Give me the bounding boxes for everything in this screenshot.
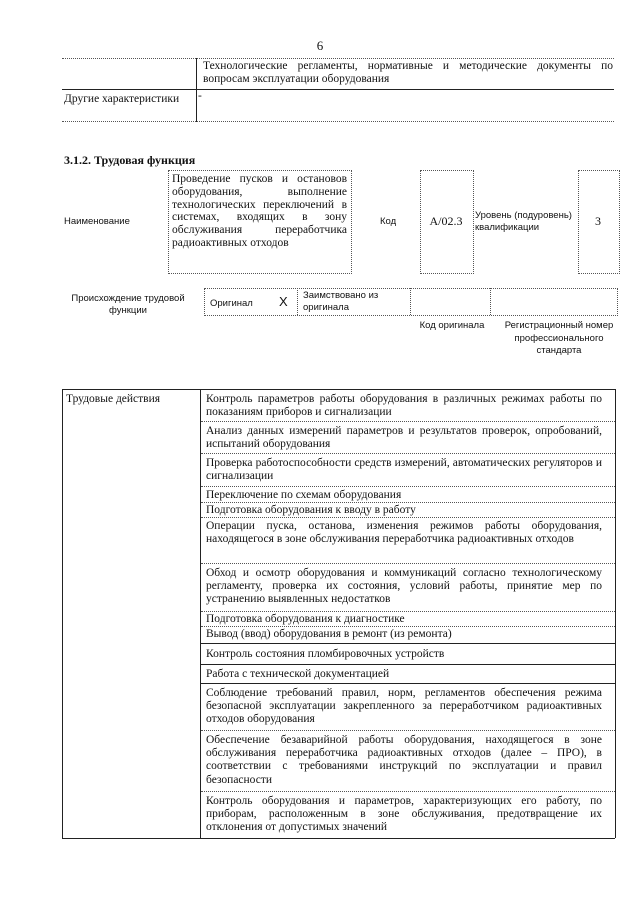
actions-table-top — [62, 389, 615, 390]
origin-divider — [410, 288, 411, 315]
function-name-value: Проведение пусков и остановов оборудования, выполнение технологических переключений в системах, входящих в зону обслуживания переработчика радиоактивных отходов — [172, 173, 347, 249]
action-item: Вывод (ввод) оборудования в ремонт (из ремонта) — [206, 628, 452, 640]
origin-box — [204, 288, 618, 316]
code-value: А/02.3 — [429, 214, 463, 228]
row-separator — [201, 683, 615, 684]
row-separator — [201, 791, 615, 792]
action-item: Соблюдение требований правил, норм, регламентов обеспечения режима безопасной эксплуатации закрепленного за переработчиком радиоактивных отходов оборудования — [206, 687, 602, 726]
row-separator — [201, 486, 615, 487]
origin-label: Происхождение трудовой функции — [71, 293, 185, 316]
action-item: Подготовка оборудования к диагностике — [206, 613, 405, 625]
code-label: Код — [380, 216, 397, 227]
documents-cell: Технологические регламенты, нормативные и методические документы по вопросам эксплуатации оборудования — [203, 60, 613, 85]
table-row-divider — [62, 89, 614, 90]
row-separator — [201, 421, 615, 422]
actions-table-left — [62, 389, 63, 838]
actions-table-bottom — [62, 838, 615, 839]
row-separator — [201, 611, 615, 612]
row-separator — [201, 563, 615, 564]
actions-label: Трудовые действия — [66, 393, 161, 405]
original-code-caption: Код оригинала — [419, 320, 485, 331]
original-option: Оригинал — [210, 298, 253, 309]
origin-divider — [490, 288, 491, 315]
table-bottom-border — [62, 121, 614, 122]
other-characteristics-value: - — [198, 90, 202, 102]
borrowed-option: Заимствовано из оригинала — [303, 290, 379, 313]
action-item: Операции пуска, останова, изменения режимов работы оборудования, находящегося в зоне обслуживания переработчика радиоактивных отходов — [206, 520, 602, 546]
other-characteristics-label: Другие характеристики — [64, 93, 180, 105]
action-item: Обеспечение безаварийной работы оборудования, находящегося в зоне обслуживания переработчика радиоактивных отходов (далее – ПРО), в соответствии с требованиями инструкций по эксплуатации и правил безопасности — [206, 734, 602, 786]
action-item: Контроль оборудования и параметров, характеризующих его работу, по приборам, расположенным в зоне обслуживания, предотвращение их отклонения от допустимых значений — [206, 795, 602, 834]
reg-number-caption: Регистрационный номер профессионального стандарта — [504, 320, 614, 356]
row-separator — [201, 643, 615, 644]
original-checkmark: X — [279, 294, 288, 309]
name-label: Наименование — [64, 216, 130, 227]
row-separator — [201, 664, 615, 665]
action-item: Работа с технической документацией — [206, 668, 390, 680]
actions-table-divider — [200, 389, 201, 838]
action-item: Переключение по схемам оборудования — [206, 489, 402, 501]
action-item: Анализ данных измерений параметров и результатов проверок, опробований, испытаний оборудования — [206, 425, 602, 451]
action-item: Подготовка оборудования к вводу в работу — [206, 504, 416, 516]
table-top-border — [62, 58, 614, 59]
actions-table-right — [615, 389, 616, 838]
row-separator — [201, 453, 615, 454]
qualification-level-label: Уровень (подуровень) квалификации — [475, 210, 572, 233]
origin-divider — [297, 288, 298, 315]
action-item: Обход и осмотр оборудования и коммуникаций согласно технологическому регламенту, проверка их состояния, условий работы, принятие мер по устранению выявленных недостатков — [206, 567, 602, 606]
action-item: Контроль состояния пломбировочных устройств — [206, 648, 445, 660]
section-title: 3.1.2. Трудовая функция — [64, 153, 196, 167]
action-item: Контроль параметров работы оборудования в различных режимах работы по показаниям приборов и сигнализации — [206, 393, 602, 419]
qualification-level-value: 3 — [595, 214, 601, 228]
row-separator — [201, 730, 615, 731]
action-item: Проверка работоспособности средств измерений, автоматических регуляторов и сигнализации — [206, 457, 602, 483]
page-number: 6 — [316, 38, 324, 53]
table-column-divider — [196, 58, 197, 122]
